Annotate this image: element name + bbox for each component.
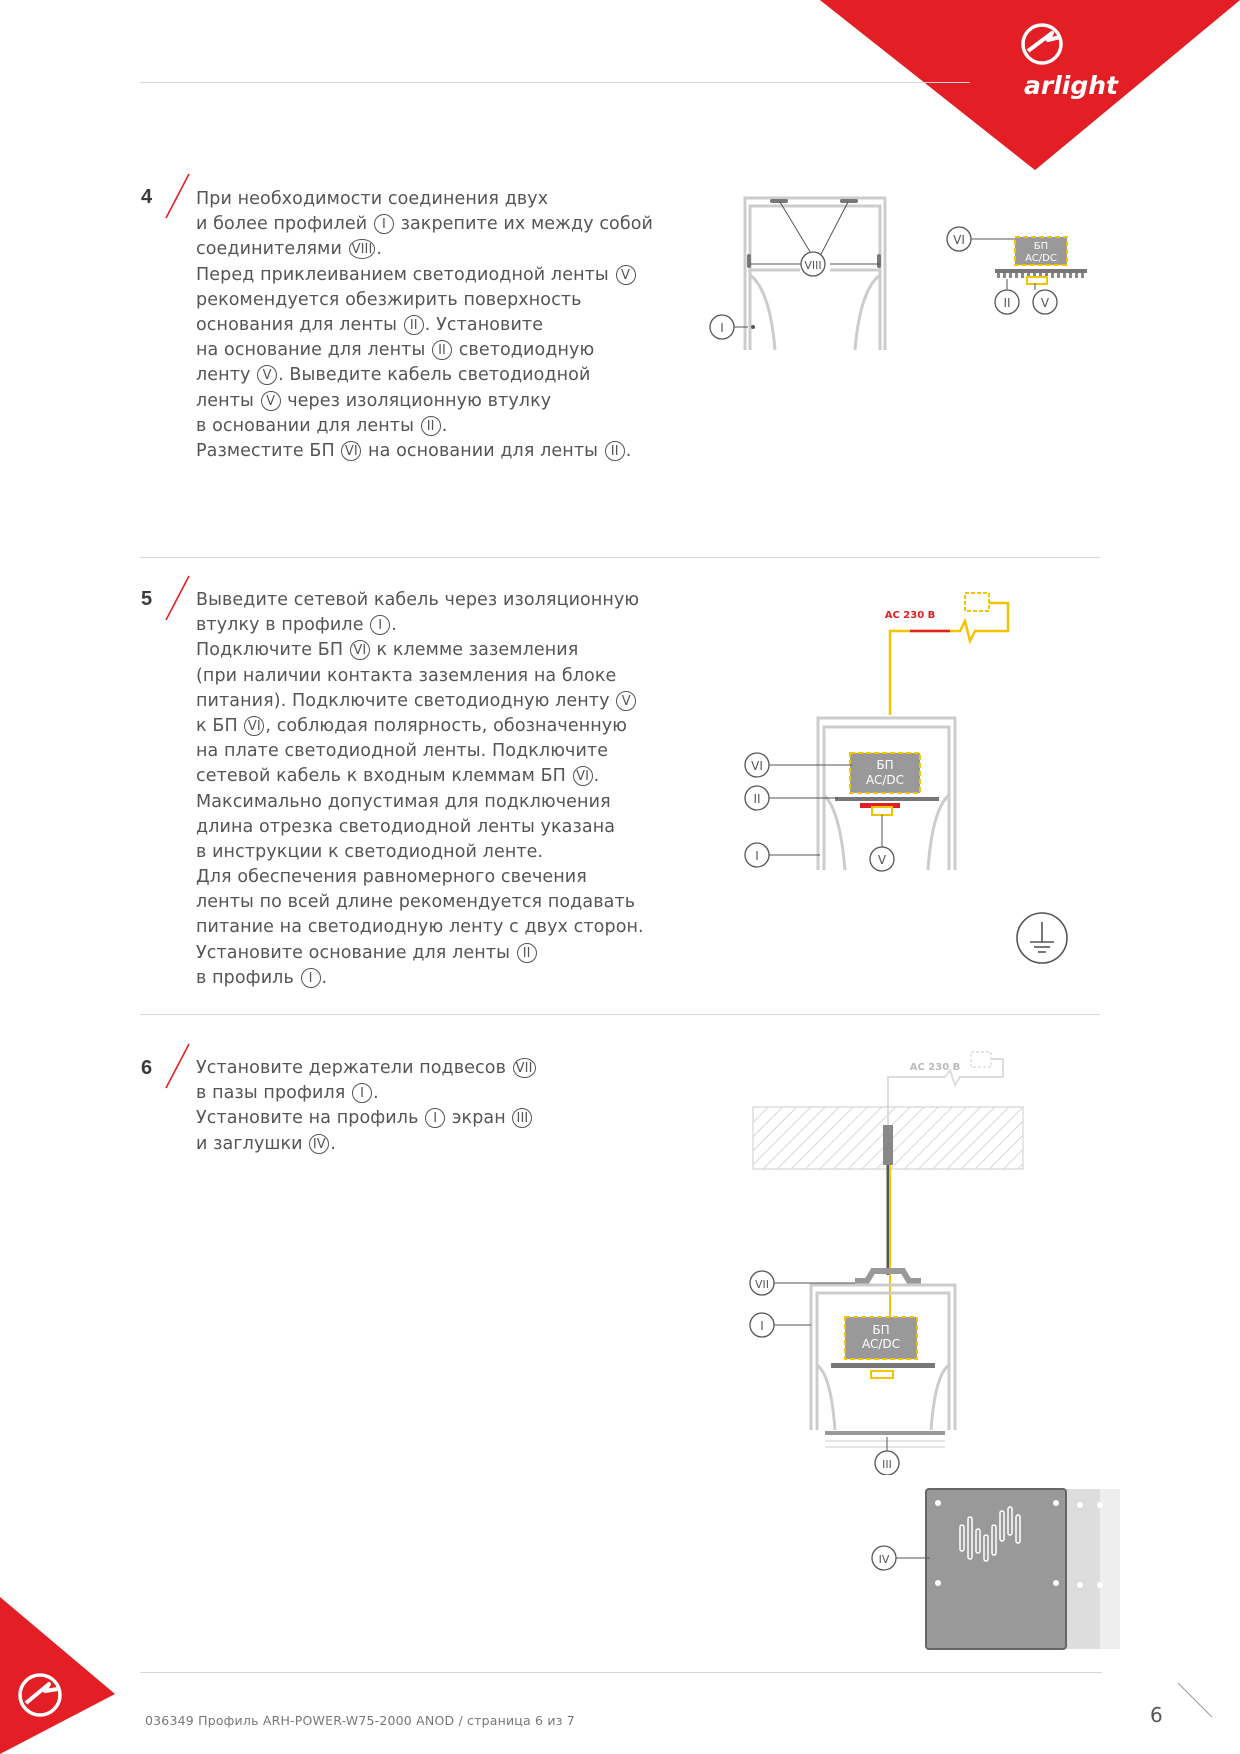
step-number-6: 6 xyxy=(141,1057,153,1079)
diagram-step6-endcap xyxy=(860,1485,1130,1655)
text-run: ленты по всей длине рекомендуется подавать xyxy=(196,892,636,913)
callout-ref: VI xyxy=(573,766,593,786)
text-line xyxy=(196,613,644,638)
callout-vi-5: VI xyxy=(751,759,763,773)
text-run: ленты xyxy=(196,390,260,411)
callout-iv: IV xyxy=(878,1553,890,1566)
text-run: через изоляционную втулку xyxy=(281,390,552,411)
text-line xyxy=(196,414,653,439)
text-line xyxy=(196,1081,537,1106)
brand-corner-bottom xyxy=(0,1597,120,1754)
footer-text: 036349 Профиль ARH-POWER-W75-2000 ANOD / страница 6 из 7 xyxy=(145,1713,575,1728)
text-run: . xyxy=(391,615,397,636)
text-run: в профиль xyxy=(196,967,300,988)
diagram-step6-suspension xyxy=(745,1045,1035,1475)
text-run: . xyxy=(593,766,600,787)
text-run: и более профилей xyxy=(196,214,373,235)
psu6-label-1: БП xyxy=(872,1323,890,1337)
step-number-4: 4 xyxy=(141,186,153,208)
callout-i-6: I xyxy=(760,1319,764,1333)
text-line xyxy=(196,865,644,890)
step-slash-5 xyxy=(162,574,192,622)
callout-i-5: I xyxy=(755,849,759,863)
text-line xyxy=(196,638,644,663)
text-line xyxy=(196,815,644,840)
text-run: и заглушки xyxy=(196,1133,309,1154)
text-line xyxy=(196,840,644,865)
psu5-label-1: БП xyxy=(876,758,894,772)
brand-name: arlight xyxy=(1024,71,1118,100)
callout-ref: VI xyxy=(244,716,264,736)
callout-iii: III xyxy=(882,1458,892,1471)
text-run: Подключите БП xyxy=(196,640,349,661)
text-line xyxy=(196,363,653,388)
text-run: Установите основание для ленты xyxy=(196,942,516,963)
callout-ref: V xyxy=(257,365,277,385)
text-run: к клемме заземления xyxy=(370,640,579,661)
text-run: , соблюдая полярность, обозначенную xyxy=(265,715,628,736)
callout-ref: I xyxy=(301,968,321,988)
text-line xyxy=(196,212,653,237)
text-run: . xyxy=(376,239,383,260)
text-line xyxy=(196,941,644,966)
text-run: на плате светодиодной ленты. Подключите xyxy=(196,741,609,762)
mains-label: AC 230 B xyxy=(884,610,936,621)
callout-vi: VI xyxy=(953,233,965,247)
callout-ref: I xyxy=(374,214,394,234)
step-6-text xyxy=(196,1056,537,1157)
psu5-label-2: AC/DC xyxy=(865,773,905,787)
callout-ref: II xyxy=(404,315,424,335)
text-line xyxy=(196,588,644,613)
callout-ref: I xyxy=(352,1083,372,1103)
text-run: . xyxy=(441,415,448,436)
callout-ref: V xyxy=(616,691,636,711)
text-run: . xyxy=(321,967,328,988)
text-line xyxy=(196,689,644,714)
text-line xyxy=(196,237,653,262)
psu-label-2: AC/DC xyxy=(1025,253,1057,264)
text-run: в инструкции к светодиодной ленте. xyxy=(196,841,544,862)
diagram-step5-wiring xyxy=(740,585,1020,875)
text-line xyxy=(196,1056,537,1081)
page-corner-slash xyxy=(1175,1680,1215,1720)
text-run: основания для ленты xyxy=(196,314,403,335)
text-run: . xyxy=(373,1083,379,1104)
text-run: питание на светодиодную ленту с двух сторон. xyxy=(196,917,644,938)
text-run: сетевой кабель к входным клеммам БП xyxy=(196,766,572,787)
step-slash-6 xyxy=(162,1042,192,1090)
step-4-text xyxy=(196,187,653,464)
callout-ref: VI xyxy=(350,640,370,660)
text-run: закрепите их между собой xyxy=(394,214,654,235)
text-run: При необходимости соединения двух xyxy=(196,189,549,209)
text-line xyxy=(196,263,653,288)
text-run: . Выведите кабель светодиодной xyxy=(278,365,591,386)
text-line xyxy=(196,389,653,414)
step-5-text xyxy=(196,588,644,991)
page-number: 6 xyxy=(1150,1703,1163,1727)
text-line xyxy=(196,915,644,940)
text-run: на основание для ленты xyxy=(196,340,432,361)
text-line xyxy=(196,187,653,212)
text-run: в основании для ленты xyxy=(196,415,420,436)
text-run: Разместите БП xyxy=(196,440,341,461)
text-line xyxy=(196,739,644,764)
footer-rule xyxy=(140,1672,1102,1673)
text-run: Установите держатели подвесов xyxy=(196,1058,512,1078)
callout-ref: I xyxy=(370,615,390,635)
psu6-label-2: AC/DC xyxy=(861,1337,901,1351)
text-run: Перед приклеиванием светодиодной ленты xyxy=(196,264,615,285)
callout-ref: VIII xyxy=(349,239,376,259)
callout-ii-5: II xyxy=(753,792,761,806)
callout-v: V xyxy=(1040,296,1050,310)
divider-step-6 xyxy=(140,1014,1100,1015)
callout-vii: VII xyxy=(754,1278,770,1291)
text-line xyxy=(196,664,644,689)
callout-v-5: V xyxy=(877,853,887,867)
text-run: втулку в профиле xyxy=(196,615,370,636)
callout-ref: V xyxy=(261,391,281,411)
text-run: ленту xyxy=(196,365,257,386)
text-line xyxy=(196,288,653,313)
diagram-step4-psu xyxy=(935,225,1105,345)
text-line xyxy=(196,313,653,338)
text-run: . Установите xyxy=(424,314,544,335)
ground-icon xyxy=(1014,910,1070,966)
text-line xyxy=(196,790,644,815)
callout-ref: III xyxy=(512,1108,532,1128)
text-run: (при наличии контакта заземления на блоке xyxy=(196,665,617,686)
callout-ref: I xyxy=(425,1108,445,1128)
text-line xyxy=(196,1106,537,1131)
text-run: к БП xyxy=(196,715,244,736)
text-line xyxy=(196,338,653,363)
callout-ref: II xyxy=(432,340,452,360)
callout-i: I xyxy=(720,321,724,335)
text-line xyxy=(196,966,644,991)
text-run: Установите на профиль xyxy=(196,1108,425,1129)
text-line xyxy=(196,764,644,789)
callout-viii: VIII xyxy=(804,259,822,272)
text-run: на основании для ленты xyxy=(362,440,604,461)
callout-ref: VII xyxy=(513,1058,536,1078)
diagram-step4-connectors xyxy=(690,190,910,360)
callout-ii: II xyxy=(1003,296,1011,310)
text-run: Максимально допустимая для подключения xyxy=(196,791,611,812)
psu-label-1: БП xyxy=(1033,241,1049,252)
text-line xyxy=(196,714,644,739)
text-run: соединителями xyxy=(196,239,348,260)
text-line xyxy=(196,1132,537,1157)
step-number-5: 5 xyxy=(141,588,153,610)
text-line xyxy=(196,439,653,464)
step-slash-4 xyxy=(162,172,192,220)
header-rule xyxy=(140,82,970,83)
mains-label-6: AC 230 B xyxy=(909,1062,961,1073)
text-run: питания). Подключите светодиодную ленту xyxy=(196,690,616,711)
callout-ref: II xyxy=(605,441,625,461)
callout-ref: II xyxy=(517,943,537,963)
text-run: . xyxy=(330,1133,336,1154)
text-run: Выведите сетевой кабель через изоляционную xyxy=(196,590,640,610)
text-line xyxy=(196,890,644,915)
text-run: в пазы профиля xyxy=(196,1083,352,1104)
text-run: . xyxy=(625,440,632,461)
text-run: длина отрезка светодиодной ленты указана xyxy=(196,816,616,837)
text-run: рекомендуется обезжирить поверхность xyxy=(196,289,582,310)
callout-ref: VI xyxy=(341,441,361,461)
text-run: экран xyxy=(446,1108,512,1129)
brand-corner-top xyxy=(820,0,1240,170)
callout-ref: II xyxy=(421,416,441,436)
divider-step-5 xyxy=(140,557,1100,558)
text-run: Для обеспечения равномерного свечения xyxy=(196,867,587,888)
text-run: светодиодную xyxy=(453,340,595,361)
callout-ref: IV xyxy=(309,1134,329,1154)
callout-ref: V xyxy=(616,265,636,285)
